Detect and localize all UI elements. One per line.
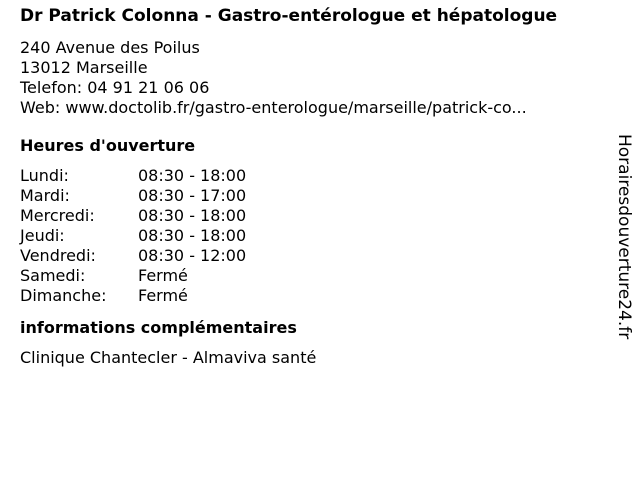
address-block: [20, 38, 590, 118]
day-hours: 08:30 - 18:00: [138, 226, 247, 245]
day-hours: Fermé: [138, 286, 188, 305]
day-hours: 08:30 - 12:00: [138, 246, 247, 265]
city: 13012 Marseille: [20, 58, 148, 77]
page-title: Dr Patrick Colonna - Gastro-entérologue et hépatologue: [20, 6, 558, 26]
day-hours: 08:30 - 18:00: [138, 206, 247, 225]
hours-row: [20, 186, 590, 206]
hours-row: [20, 246, 590, 266]
additional-info-text: Clinique Chantecler - Almaviva santé: [20, 348, 317, 367]
day-label: Mercredi:: [20, 206, 95, 225]
day-label: Dimanche:: [20, 286, 107, 305]
street-address: 240 Avenue des Poilus: [20, 38, 200, 57]
hours-row: [20, 286, 590, 306]
website-link[interactable]: Web: www.doctolib.fr/gastro-enterologue/marseille/patrick-co...: [20, 98, 527, 117]
hours-row: [20, 266, 590, 286]
day-label: Lundi:: [20, 166, 69, 185]
day-label: Vendredi:: [20, 246, 96, 265]
hours-row: [20, 226, 590, 246]
day-label: Samedi:: [20, 266, 86, 285]
hours-row: [20, 166, 590, 186]
brand-watermark: Horairesdouverture24.fr: [614, 134, 634, 340]
practice-card: [20, 6, 590, 368]
day-hours: 08:30 - 17:00: [138, 186, 247, 205]
day-hours: 08:30 - 18:00: [138, 166, 247, 185]
phone-number[interactable]: Telefon: 04 91 21 06 06: [20, 78, 210, 97]
day-label: Mardi:: [20, 186, 70, 205]
hours-row: [20, 206, 590, 226]
additional-info-heading: informations complémentaires: [20, 318, 297, 337]
day-hours: Fermé: [138, 266, 188, 285]
day-label: Jeudi:: [20, 226, 65, 245]
opening-hours-table: [20, 166, 590, 306]
opening-hours-heading: Heures d'ouverture: [20, 136, 196, 155]
